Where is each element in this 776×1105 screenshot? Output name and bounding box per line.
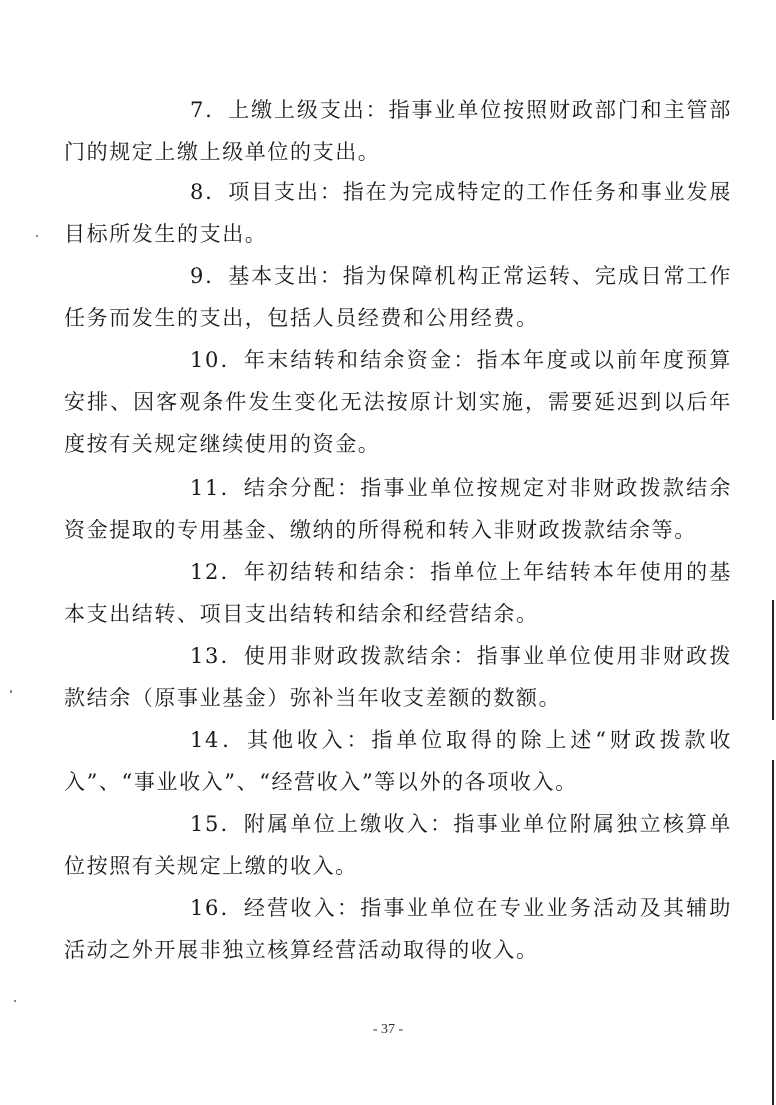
paragraph-12: 12．年初结转和结余：指单位上年结转本年使用的基本支出结转、项目支出结转和结余和经营结余。 [64,560,732,626]
scan-edge-line [772,760,774,1105]
paragraph-14: 14．其他收入：指单位取得的除上述“财政拨款收入”、“事业收入”、“经营收入”等以外的各项收入。 [64,728,732,794]
page-number: - 37 - [372,1022,404,1037]
paragraph-10: 10．年末结转和结余资金：指本年度或以前年度预算安排、因客观条件发生变化无法按原计划实施，需要延迟到以后年度按有关规定继续使用的资金。 [64,348,732,456]
paragraph-8: 8．项目支出：指在为完成特定的工作任务和事业发展目标所发生的支出。 [64,180,732,246]
paragraph-13: 13．使用非财政拨款结余：指事业单位使用非财政拨款结余（原事业基金）弥补当年收支差额的数额。 [64,644,732,710]
paragraph-11: 11．结余分配：指事业单位按规定对非财政拨款结余资金提取的专用基金、缴纳的所得税和转入非财政拨款结余等。 [64,476,732,542]
paragraph-16: 16．经营收入：指事业单位在专业业务活动及其辅助活动之外开展非独立核算经营活动取得的收入。 [64,896,732,962]
paragraph-7: 7．上缴上级支出：指事业单位按照财政部门和主管部门的规定上缴上级单位的支出。 [64,98,732,164]
scan-speck [36,235,38,237]
scan-edge-line [772,600,774,720]
paragraph-15: 15．附属单位上缴收入：指事业单位附属独立核算单位按照有关规定上缴的收入。 [64,812,732,878]
scan-speck [14,1000,16,1002]
scan-speck [10,690,12,693]
paragraph-9: 9．基本支出：指为保障机构正常运转、完成日常工作任务而发生的支出，包括人员经费和公用经费。 [64,264,732,330]
